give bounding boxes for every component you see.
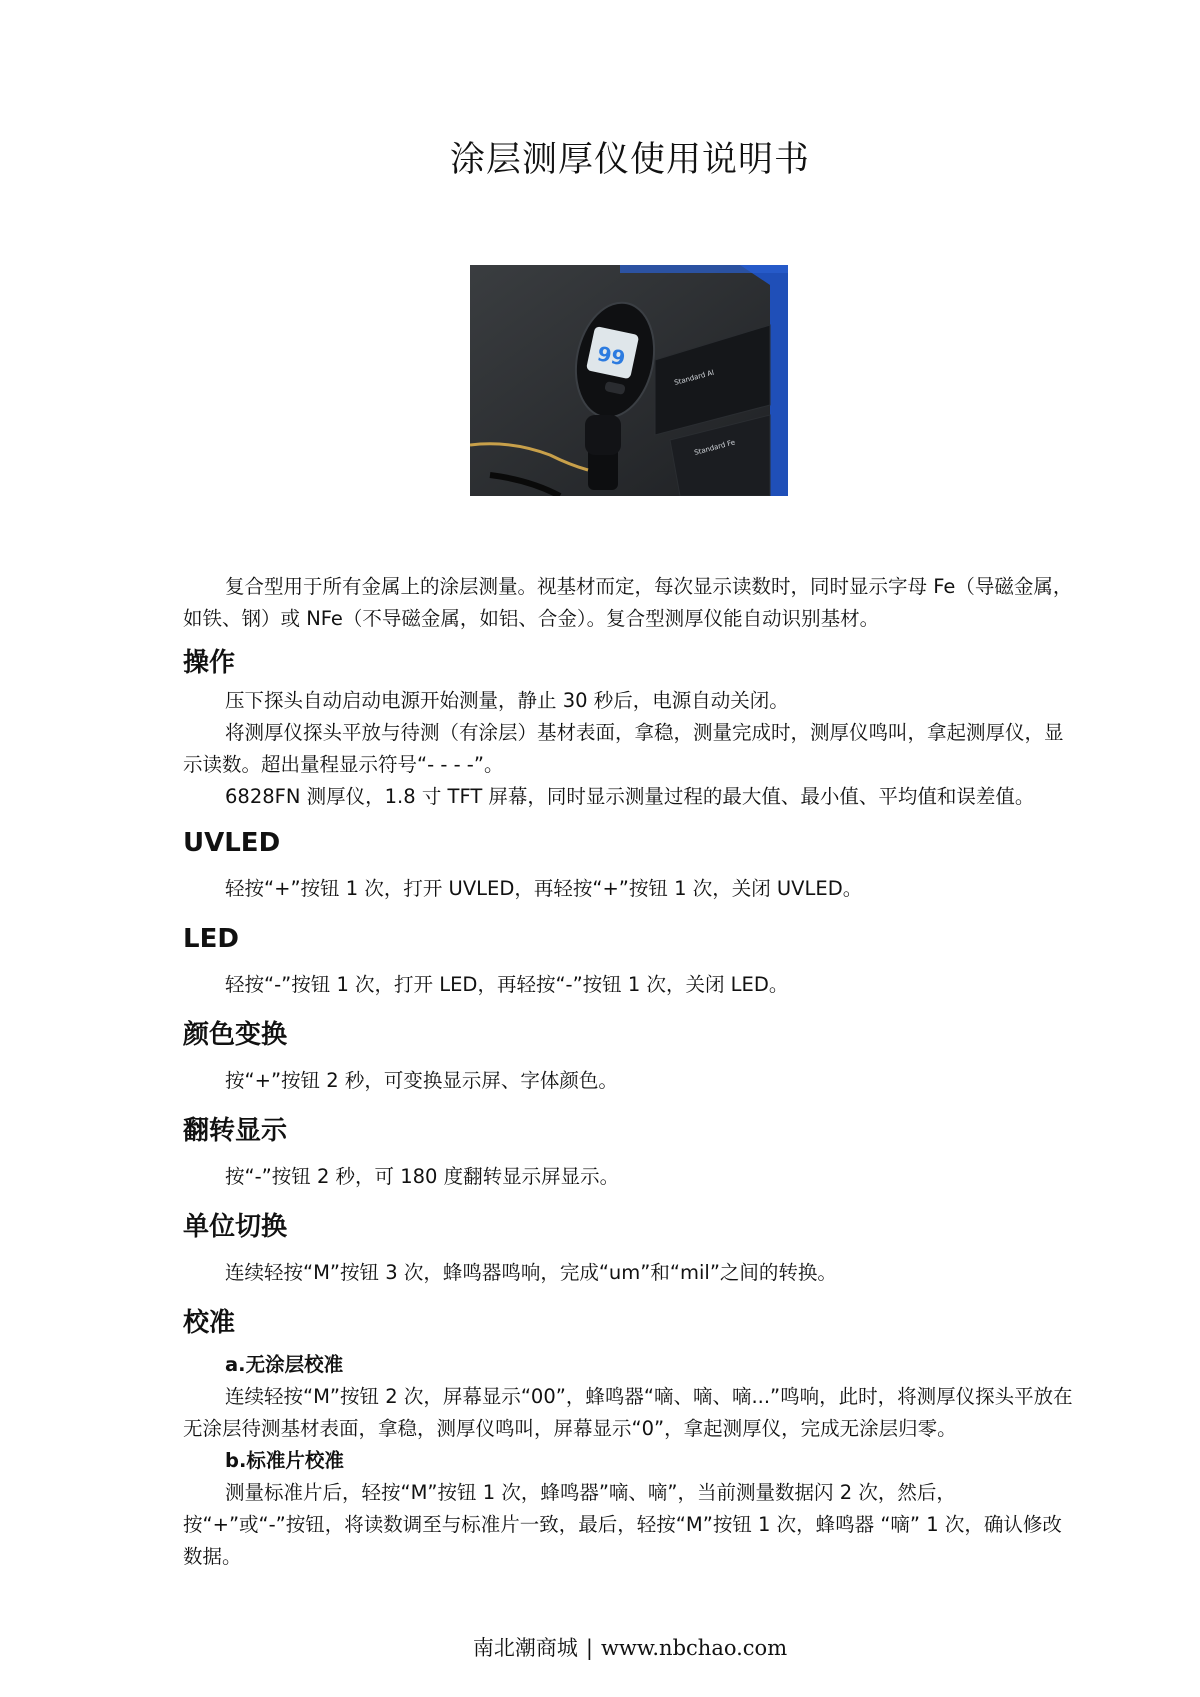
standard-fe-label: Standard Fe [693,438,737,457]
page-title: 涂层测厚仪使用说明书 [449,140,810,180]
flip-paragraph: 按“-”按钮 2 秒，可 180 度翻转显示屏显示。 [225,1165,620,1188]
footer-site-name: 南北潮商城 [472,1636,578,1660]
section-heading-led: LED [183,924,239,954]
gauge-reading: 99 [595,341,628,371]
standard-al-label: Standard Al [673,368,715,387]
section-heading-unit: 单位切换 [183,1212,288,1242]
calibration-b-paragraph: 测量标准片后，轻按“M”按钮 1 次，蜂鸣器”嘀、嘀”，当前测量数据闪 2 次，然后，按“+”或“-”按钮，将读数调至与标准片一致，最后，轻按“M”按钮 1 次，蜂鸣器 “嘀” 1 次，确认修改数据。 [183,1481,1062,1568]
calibration-a-title: a.无涂层校准 [225,1353,344,1376]
footer-url-link[interactable]: www.nbchao.com [600,1636,788,1660]
operation-paragraph-2: 将测厚仪探头平放与待测（有涂层）基材表面，拿稳，测量完成时，测厚仪鸣叫，拿起测厚仪，显示读数。超出量程显示符号“- - - -”。 [183,721,1064,776]
section-heading-uvled: UVLED [183,828,281,858]
calibration-b-title: b.标准片校准 [225,1449,344,1472]
unit-paragraph: 连续轻按“M”按钮 3 次，蜂鸣器鸣响，完成“um”和“mil”之间的转换。 [225,1261,837,1284]
product-photo [470,265,788,496]
thickness-gauge-image [470,265,788,496]
page-footer [0,1632,1200,1662]
operation-paragraph-3: 6828FN 测厚仪，1.8 寸 TFT 屏幕，同时显示测量过程的最大值、最小值、平均值和误差值。 [225,785,1035,808]
section-heading-flip: 翻转显示 [183,1116,288,1146]
section-heading-operation: 操作 [183,648,236,678]
calibration-a-paragraph: 连续轻按“M”按钮 2 次，屏幕显示“00”，蜂鸣器“嘀、嘀、嘀...”鸣响，此时，将测厚仪探头平放在无涂层待测基材表面，拿稳，测厚仪鸣叫，屏幕显示“0”，拿起测厚仪，完成无涂层归零。 [183,1385,1073,1440]
section-heading-calibration: 校准 [183,1308,236,1338]
led-paragraph: 轻按“-”按钮 1 次，打开 LED，再轻按“-”按钮 1 次，关闭 LED。 [225,973,789,996]
operation-paragraph-1: 压下探头自动启动电源开始测量，静止 30 秒后，电源自动关闭。 [225,689,789,712]
uvled-paragraph: 轻按“+”按钮 1 次，打开 UVLED，再轻按“+”按钮 1 次，关闭 UVLED。 [225,877,863,900]
footer-separator: | [585,1636,593,1660]
color-paragraph: 按“+”按钮 2 秒，可变换显示屏、字体颜色。 [225,1069,618,1092]
intro-paragraph: 复合型用于所有金属上的涂层测量。视基材而定，每次显示读数时，同时显示字母 Fe（导磁金属，如铁、钢）或 NFe（不导磁金属，如铝、合金）。复合型测厚仪能自动识别基材。 [183,575,1073,630]
document-body [183,571,1076,1573]
section-heading-color: 颜色变换 [183,1020,288,1050]
